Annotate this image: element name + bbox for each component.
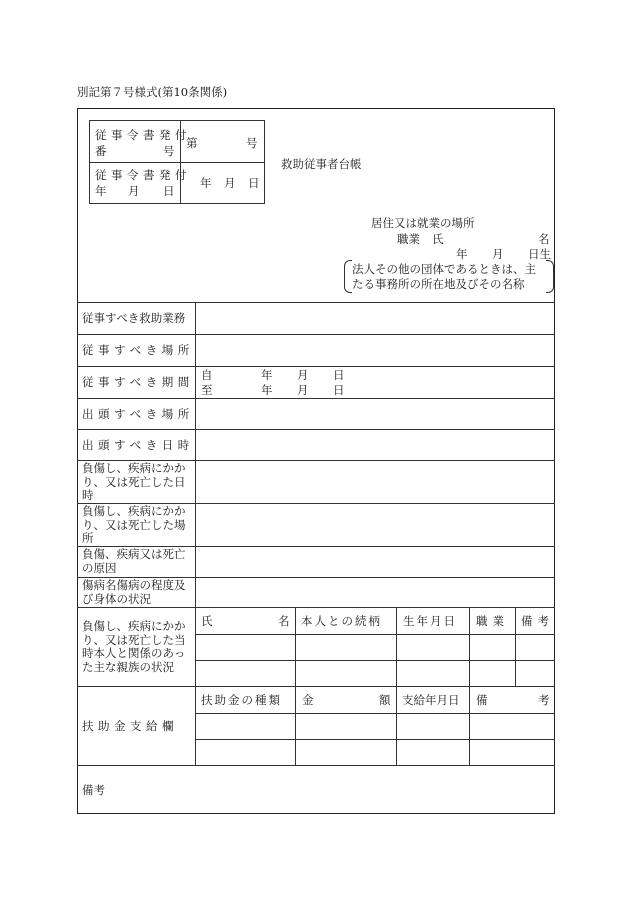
family-col-birthdate: 生年月日 bbox=[403, 614, 457, 628]
corp-note: 法人その他の団体であるときは、主 bbox=[352, 262, 536, 276]
birth-label: 年 bbox=[456, 247, 468, 261]
aid-label: 扶助金支給欄 bbox=[82, 719, 178, 733]
issue-number-label: 従事令書発付 bbox=[95, 128, 191, 142]
period-to: 至 bbox=[201, 383, 213, 397]
period-label: 従事すべき期間 bbox=[82, 375, 194, 389]
condition-label: 傷病名傷病の程度及び身体の状況 bbox=[82, 578, 186, 606]
family-label: 負傷し、疾病にかかり、又は死亡した当時本人と関係のあった主な親族の状況 bbox=[82, 619, 186, 674]
occupation-label: 職業 bbox=[397, 232, 420, 246]
issue-date-label: 従事令書発付 bbox=[95, 168, 191, 182]
aid-col-amount: 金 bbox=[302, 693, 314, 707]
cause-label: 負傷、疾病又は死亡の原因 bbox=[82, 547, 186, 575]
injury-date-label: 負傷し、疾病にかかり、又は死亡した日時 bbox=[82, 461, 186, 502]
name-label: 氏 bbox=[432, 232, 444, 246]
duty-label: 従事すべき救助業務 bbox=[82, 311, 186, 325]
aid-col-paydate: 支給年月日 bbox=[402, 693, 460, 707]
remarks-label: 備考 bbox=[82, 783, 105, 797]
address-label: 居住又は就業の場所 bbox=[371, 216, 475, 230]
report-place-label: 出頭すべき場所 bbox=[82, 407, 194, 421]
aid-col-note: 備 bbox=[476, 693, 488, 707]
family-col-name: 氏 bbox=[201, 614, 213, 628]
left-bracket bbox=[344, 260, 352, 293]
period-from: 自 bbox=[201, 368, 213, 382]
aid-col-type: 扶助金の種類 bbox=[201, 693, 282, 707]
issue-date-value: 年 bbox=[200, 176, 212, 190]
issue-number-value: 第 bbox=[186, 136, 198, 150]
family-col-relation: 本人との続柄 bbox=[301, 614, 382, 628]
right-bracket bbox=[546, 260, 554, 293]
place-label: 従事すべき場所 bbox=[82, 343, 194, 357]
family-col-job: 職業 bbox=[476, 614, 509, 628]
family-col-note: 備考 bbox=[521, 614, 554, 628]
form-title: 救助従事者台帳 bbox=[281, 157, 362, 171]
injury-place-label: 負傷し、疾病にかかり、又は死亡した場所 bbox=[82, 504, 186, 545]
form-reference: 別記第７号様式(第10条関係) bbox=[77, 85, 228, 99]
report-time-label: 出頭すべき日時 bbox=[82, 438, 194, 452]
